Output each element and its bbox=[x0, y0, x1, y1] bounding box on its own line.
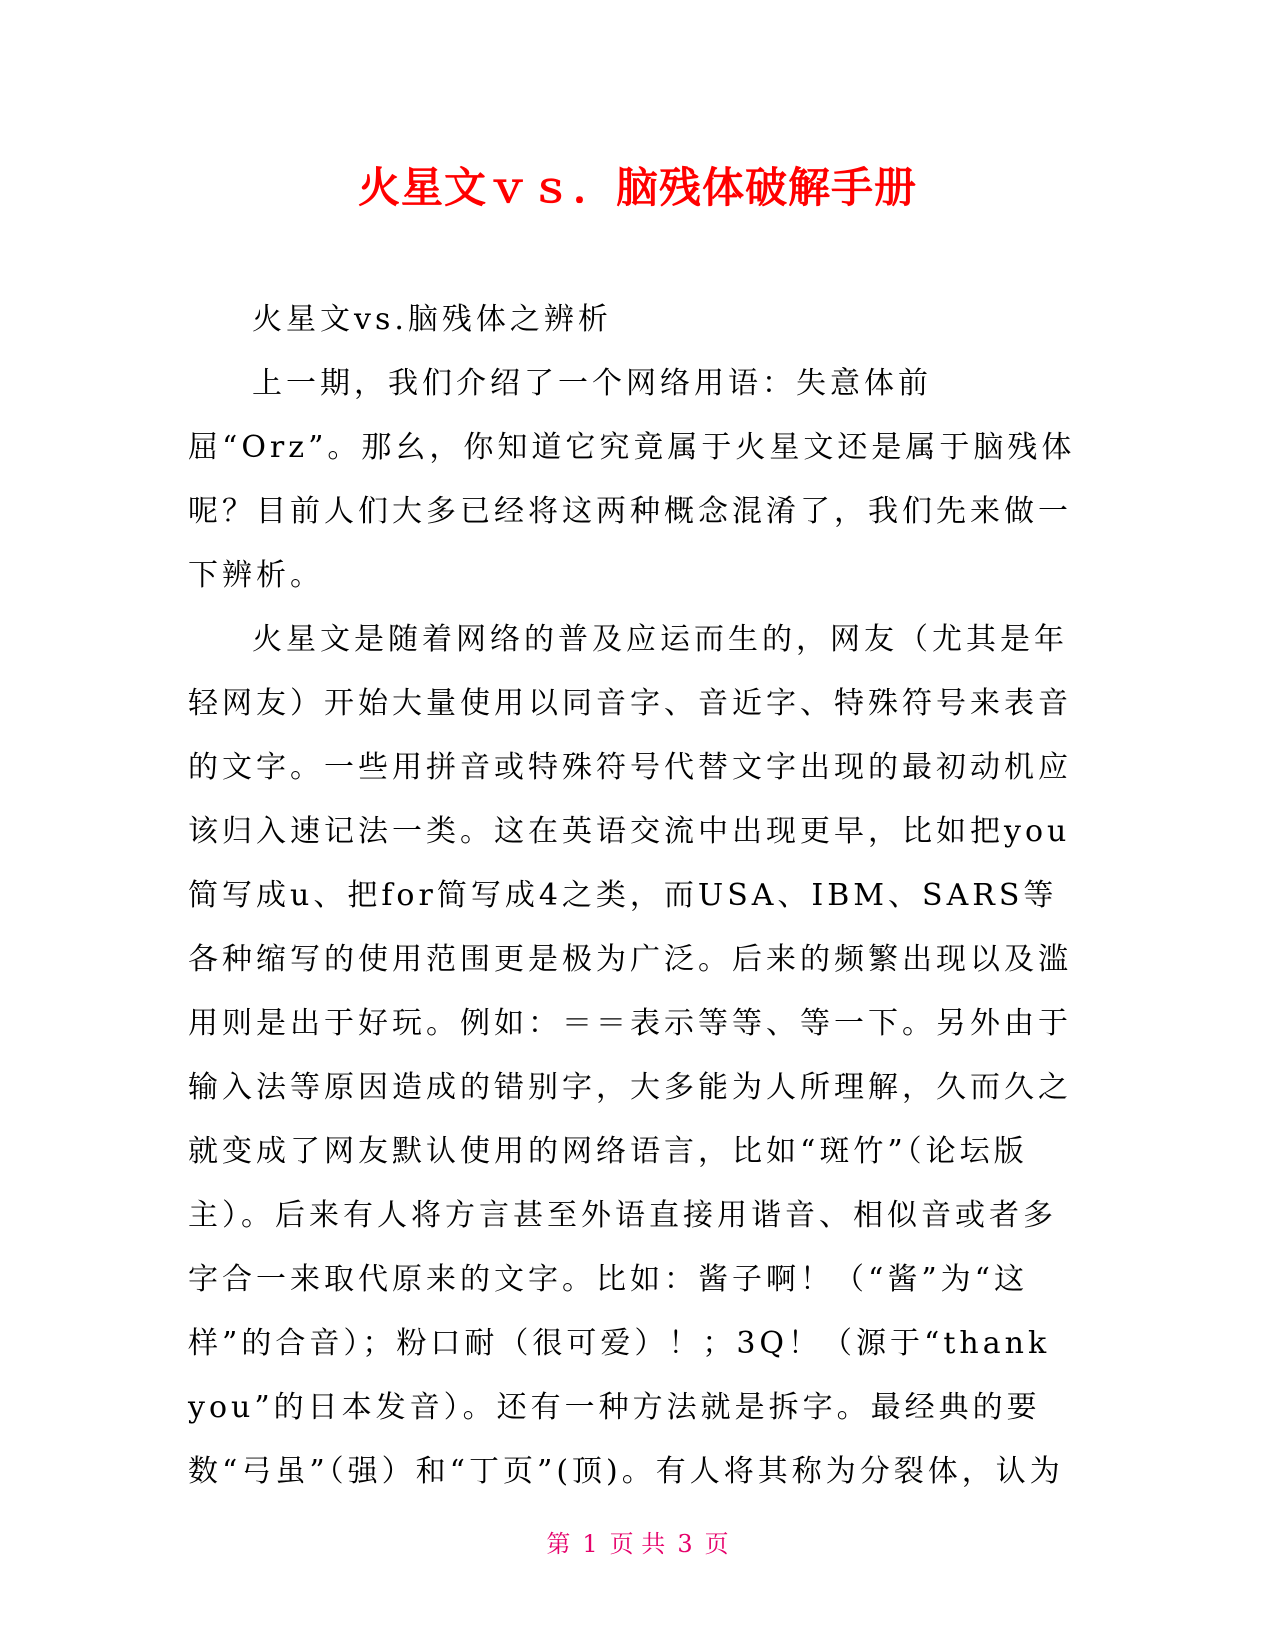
document-title: 火星文ｖｓ．脑残体破解手册 bbox=[357, 163, 917, 212]
paragraph-intro: 上一期，我们介绍了一个网络用语：失意体前屈“Orz”。那幺，你知道它究竟属于火星文还是属于脑残体呢？目前人们大多已经将这两种概念混淆了，我们先来做一下辨析。 bbox=[188, 366, 1076, 593]
footer-suffix: 页 bbox=[704, 1530, 729, 1558]
footer-prefix: 第 bbox=[546, 1530, 571, 1558]
footer-total-pages: 3 bbox=[677, 1530, 693, 1558]
paragraph-mars-text: 火星文是随着网络的普及应运而生的，网友（尤其是年轻网友）开始大量使用以同音字、音近字、特殊符号来表音的文字。一些用拼音或特殊符号代替文字出现的最初动机应该归入速记法一类。这在英语交流中出现更早，比如把you简写成u、把for简写成4之类，而USA、IBM、SARS等各种缩写的使用范围更是极为广泛。后来的频繁出现以及滥用则是出于好玩。例如：＝＝表示等等、等一下。另外由于输入法等原因造成的错别字，大多能为人所理解，久而久之就变成了网友默认使用的网络语言，比如“斑竹”（论坛版主）。后来有人将方言甚至外语直接用谐音、相似音或者多字合一来取代原来的文字。比如：酱子啊！（“酱”为“这样”的合音）；粉口耐（很可爱）！；3Q！（源于“thank you”的日本发音）。还有一种方法就是拆字。最经典的要数“弓虽”（强）和“丁页”(顶)。有人将其称为分裂体，认为 bbox=[188, 622, 1072, 1489]
footer-current-page: 1 bbox=[582, 1530, 598, 1558]
document-body bbox=[188, 288, 1078, 1504]
footer-middle: 页 共 bbox=[609, 1530, 666, 1558]
page-footer bbox=[0, 1528, 1275, 1560]
section-subtitle: 火星文vs.脑残体之辨析 bbox=[252, 302, 612, 337]
